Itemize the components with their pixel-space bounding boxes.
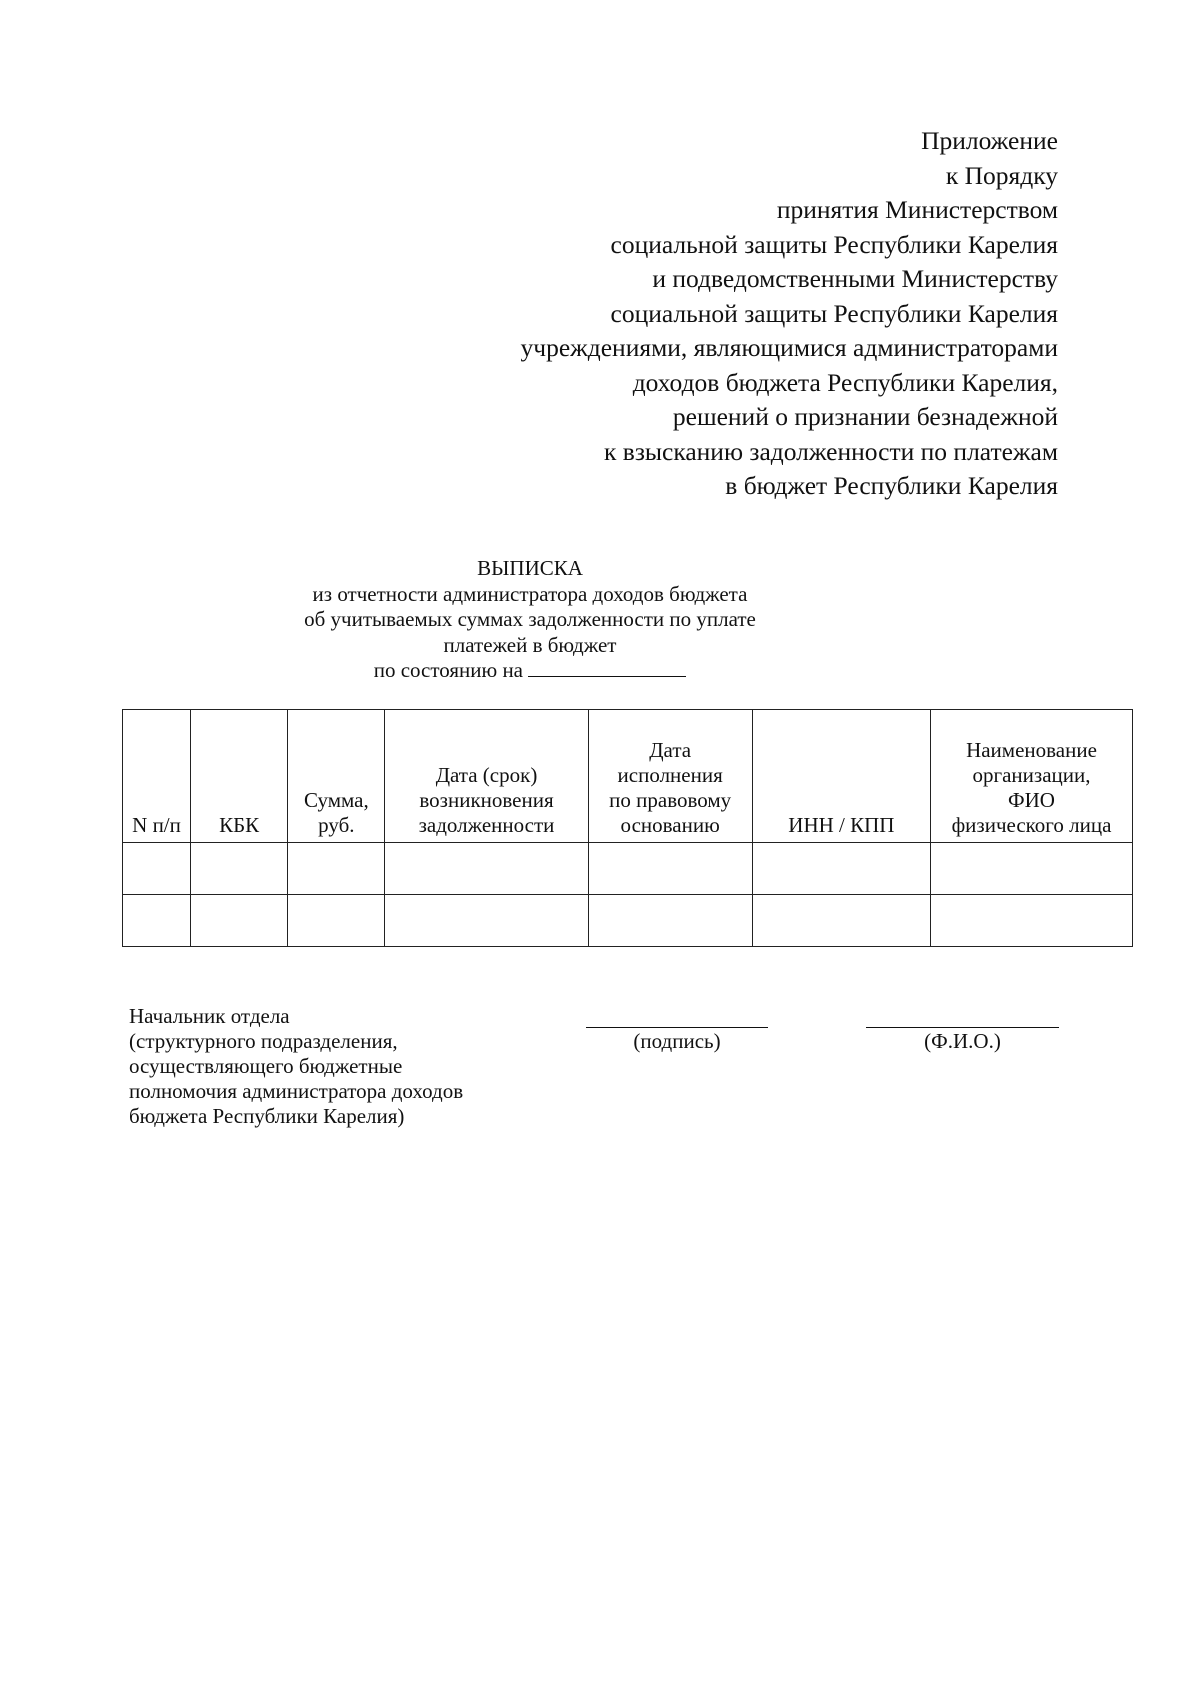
table-cell[interactable] (752, 895, 930, 947)
table-row (123, 843, 1133, 895)
column-header-execution-date: Дата исполнения по правовому основанию (588, 710, 752, 843)
column-header-number: N п/п (123, 710, 191, 843)
table-cell[interactable] (288, 895, 385, 947)
table-header-row (123, 710, 1133, 843)
table-cell[interactable] (930, 843, 1132, 895)
column-header-inn-kpp: ИНН / КПП (752, 710, 930, 843)
table-cell[interactable] (588, 895, 752, 947)
signer-line: (структурного подразделения, (129, 1029, 398, 1053)
as-of-date-blank[interactable] (528, 658, 686, 677)
table-cell[interactable] (385, 895, 588, 947)
debt-statement-table (122, 709, 1133, 947)
appendix-line: и подведомственными Министерству (652, 264, 1058, 293)
column-header-amount: Сумма, руб. (288, 710, 385, 843)
signature-line[interactable] (586, 1004, 768, 1028)
table-cell[interactable] (752, 843, 930, 895)
appendix-line: социальной защиты Республики Карелия (610, 229, 1058, 259)
full-name-caption: (Ф.И.О.) (924, 1029, 1001, 1053)
table-cell[interactable] (385, 843, 588, 895)
table-cell[interactable] (288, 843, 385, 895)
column-header-debt-date: Дата (срок) возникновения задолженности (385, 710, 588, 843)
heading-line: платежей в бюджет (443, 632, 617, 657)
signature-field (586, 1004, 768, 1054)
signer-line: полномочия администратора доходов (129, 1079, 464, 1103)
appendix-line: к взысканию задолженности по платежам (604, 436, 1058, 466)
table-cell[interactable] (588, 843, 752, 895)
signature-caption: (подпись) (633, 1029, 721, 1053)
appendix-line: к Порядку (945, 160, 1058, 190)
table-row (123, 895, 1133, 947)
full-name-line[interactable] (866, 1004, 1059, 1028)
table-cell[interactable] (123, 843, 191, 895)
appendix-line: учреждениями, являющимися администраторами (520, 333, 1058, 362)
appendix-line: принятия Министерством (776, 195, 1058, 224)
column-header-kbk: КБК (191, 710, 288, 843)
full-name-field (866, 1004, 1059, 1054)
table-cell[interactable] (123, 895, 191, 947)
appendix-line: в бюджет Республики Карелия (725, 471, 1058, 500)
table-cell[interactable] (191, 895, 288, 947)
appendix-block (418, 124, 1058, 504)
heading-line: из отчетности администратора доходов бюджета (312, 581, 748, 606)
document-title: ВЫПИСКА (477, 556, 583, 580)
as-of-line (200, 658, 860, 684)
appendix-line: решений о признании безнадежной (672, 402, 1058, 431)
heading-line: об учитываемых суммах задолженности по уплате (304, 607, 756, 631)
signer-line: осуществляющего бюджетные (129, 1054, 403, 1078)
signer-title-block (129, 1004, 549, 1129)
table-cell[interactable] (191, 843, 288, 895)
table-cell[interactable] (930, 895, 1132, 947)
appendix-line: доходов бюджета Республики Карелия, (632, 367, 1058, 397)
appendix-line: социальной защиты Республики Карелия (610, 298, 1058, 328)
as-of-label: по состоянию на (373, 658, 524, 682)
signer-line: Начальник отдела (129, 1004, 290, 1028)
signer-line: бюджета Республики Карелия) (129, 1104, 405, 1128)
statement-heading (200, 556, 860, 684)
column-header-organization-name: Наименование организации, ФИО физического лица (930, 710, 1132, 843)
appendix-line: Приложение (921, 126, 1058, 155)
